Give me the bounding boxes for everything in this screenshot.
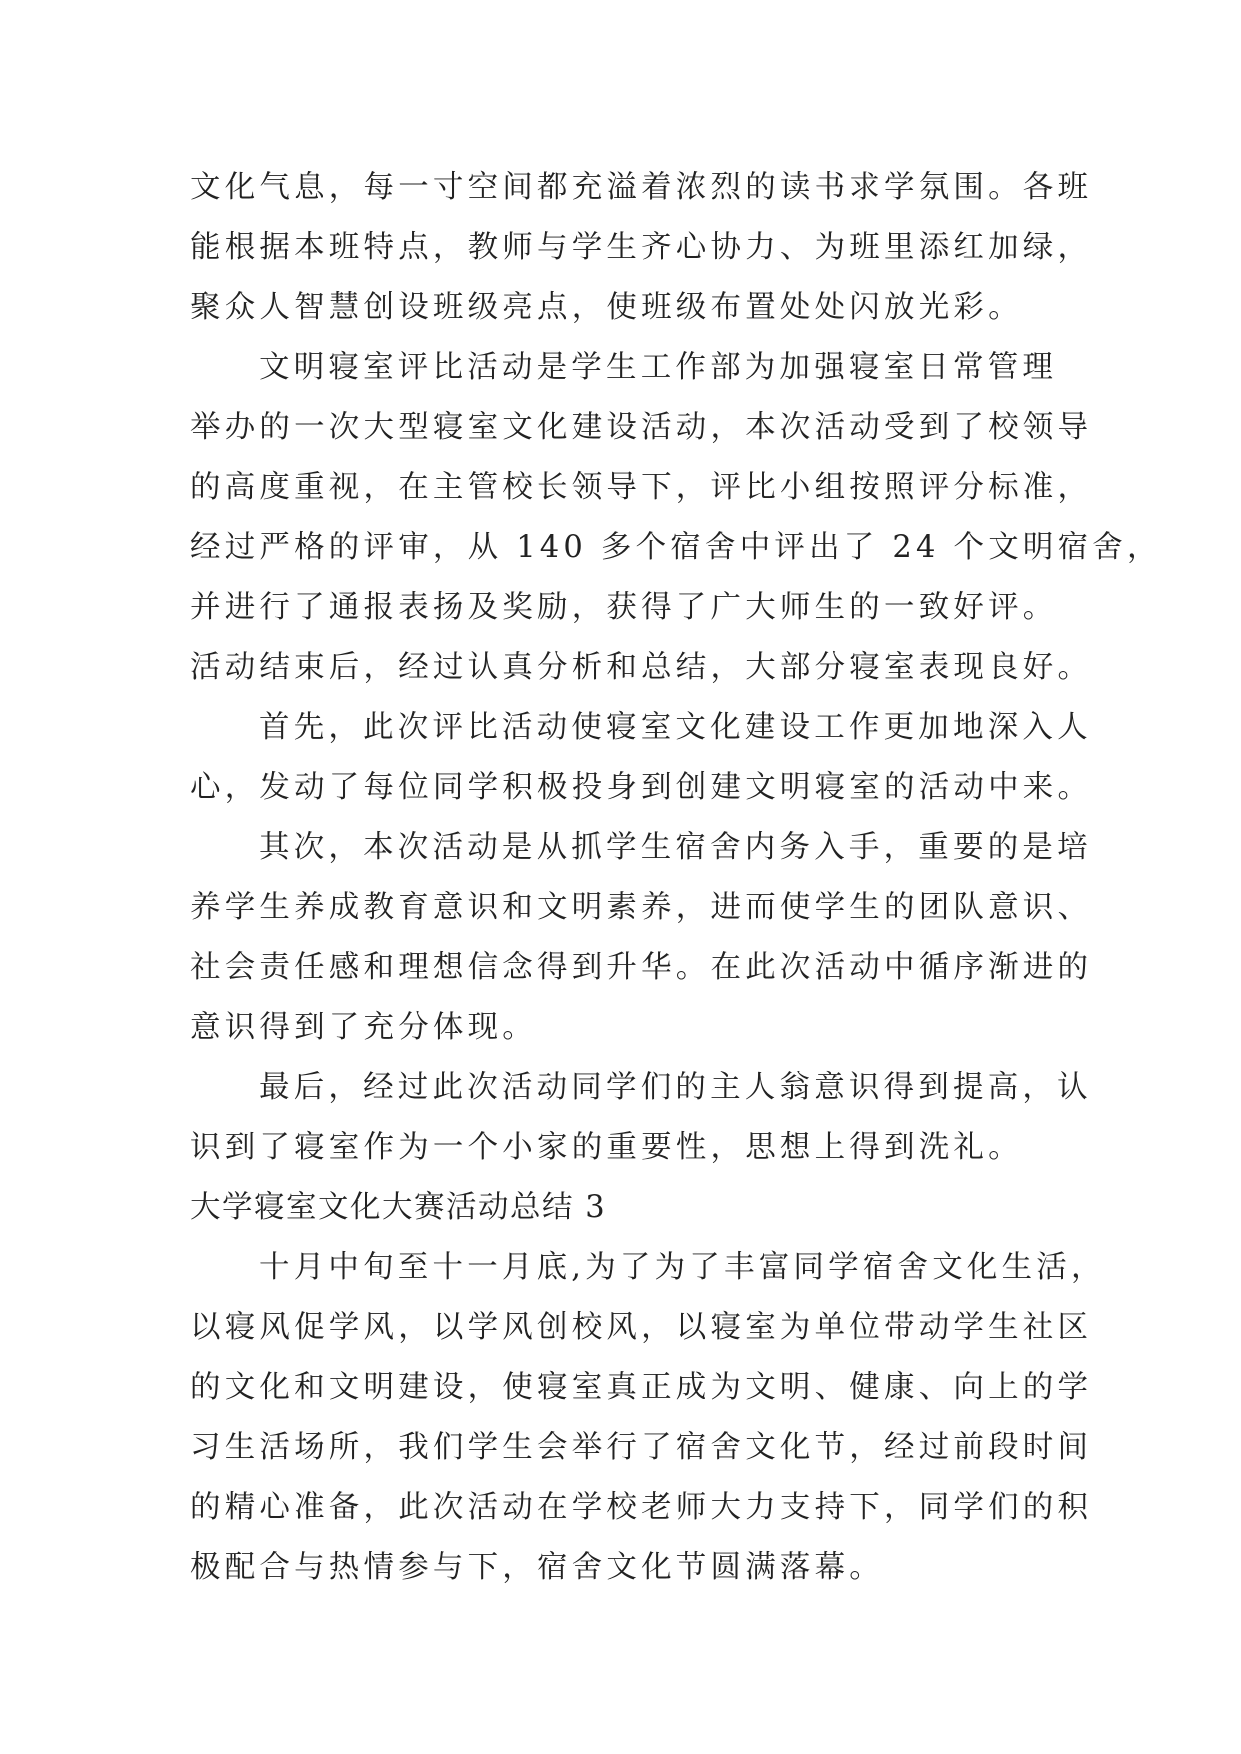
paragraph-start-line: 其次，本次活动是从抓学生宿舍内务入手，重要的是培 — [259, 830, 1092, 865]
text-line: 经过严格的评审，从 140 多个宿舍中评出了 24 个文明宿舍， — [190, 530, 1162, 565]
section-heading: 大学寝室文化大赛活动总结 3 — [190, 1190, 607, 1225]
text-line: 养学生养成教育意识和文明素养，进而使学生的团队意识、 — [190, 890, 1093, 925]
text-line: 文化气息，每一寸空间都充溢着浓烈的读书求学氛围。各班 — [190, 170, 1093, 205]
text-line: 并进行了通报表扬及奖励，获得了广大师生的一致好评。 — [190, 590, 1058, 625]
paragraph-start-line: 十月中旬至十一月底,为了为了丰富同学宿舍文化生活， — [259, 1250, 1106, 1285]
text-line: 极配合与热情参与下，宿舍文化节圆满落幕。 — [190, 1550, 884, 1585]
document-body — [190, 158, 1162, 1598]
text-line: 意识得到了充分体现。 — [190, 1010, 537, 1045]
text-line: 聚众人智慧创设班级亮点，使班级布置处处闪放光彩。 — [190, 290, 1023, 325]
text-line: 社会责任感和理想信念得到升华。在此次活动中循序渐进的 — [190, 950, 1093, 985]
text-line: 举办的一次大型寝室文化建设活动，本次活动受到了校领导 — [190, 410, 1093, 445]
paragraph-start-line: 最后，经过此次活动同学们的主人翁意识得到提高，认 — [259, 1070, 1092, 1105]
text-line: 识到了寝室作为一个小家的重要性，思想上得到洗礼。 — [190, 1130, 1023, 1165]
text-line: 以寝风促学风，以学风创校风，以寝室为单位带动学生社区 — [190, 1310, 1093, 1345]
text-line: 的精心准备，此次活动在学校老师大力支持下，同学们的积 — [190, 1490, 1093, 1525]
text-line: 习生活场所，我们学生会举行了宿舍文化节，经过前段时间 — [190, 1430, 1093, 1465]
text-line: 活动结束后，经过认真分析和总结，大部分寝室表现良好。 — [190, 650, 1093, 685]
text-line: 的文化和文明建设，使寝室真正成为文明、健康、向上的学 — [190, 1370, 1093, 1405]
text-line: 心，发动了每位同学积极投身到创建文明寝室的活动中来。 — [190, 770, 1093, 805]
text-line: 的高度重视，在主管校长领导下，评比小组按照评分标准， — [190, 470, 1093, 505]
paragraph-start-line: 文明寝室评比活动是学生工作部为加强寝室日常管理 — [259, 350, 1058, 385]
text-line: 能根据本班特点，教师与学生齐心协力、为班里添红加绿， — [190, 230, 1093, 265]
paragraph-start-line: 首先，此次评比活动使寝室文化建设工作更加地深入人 — [259, 710, 1092, 745]
